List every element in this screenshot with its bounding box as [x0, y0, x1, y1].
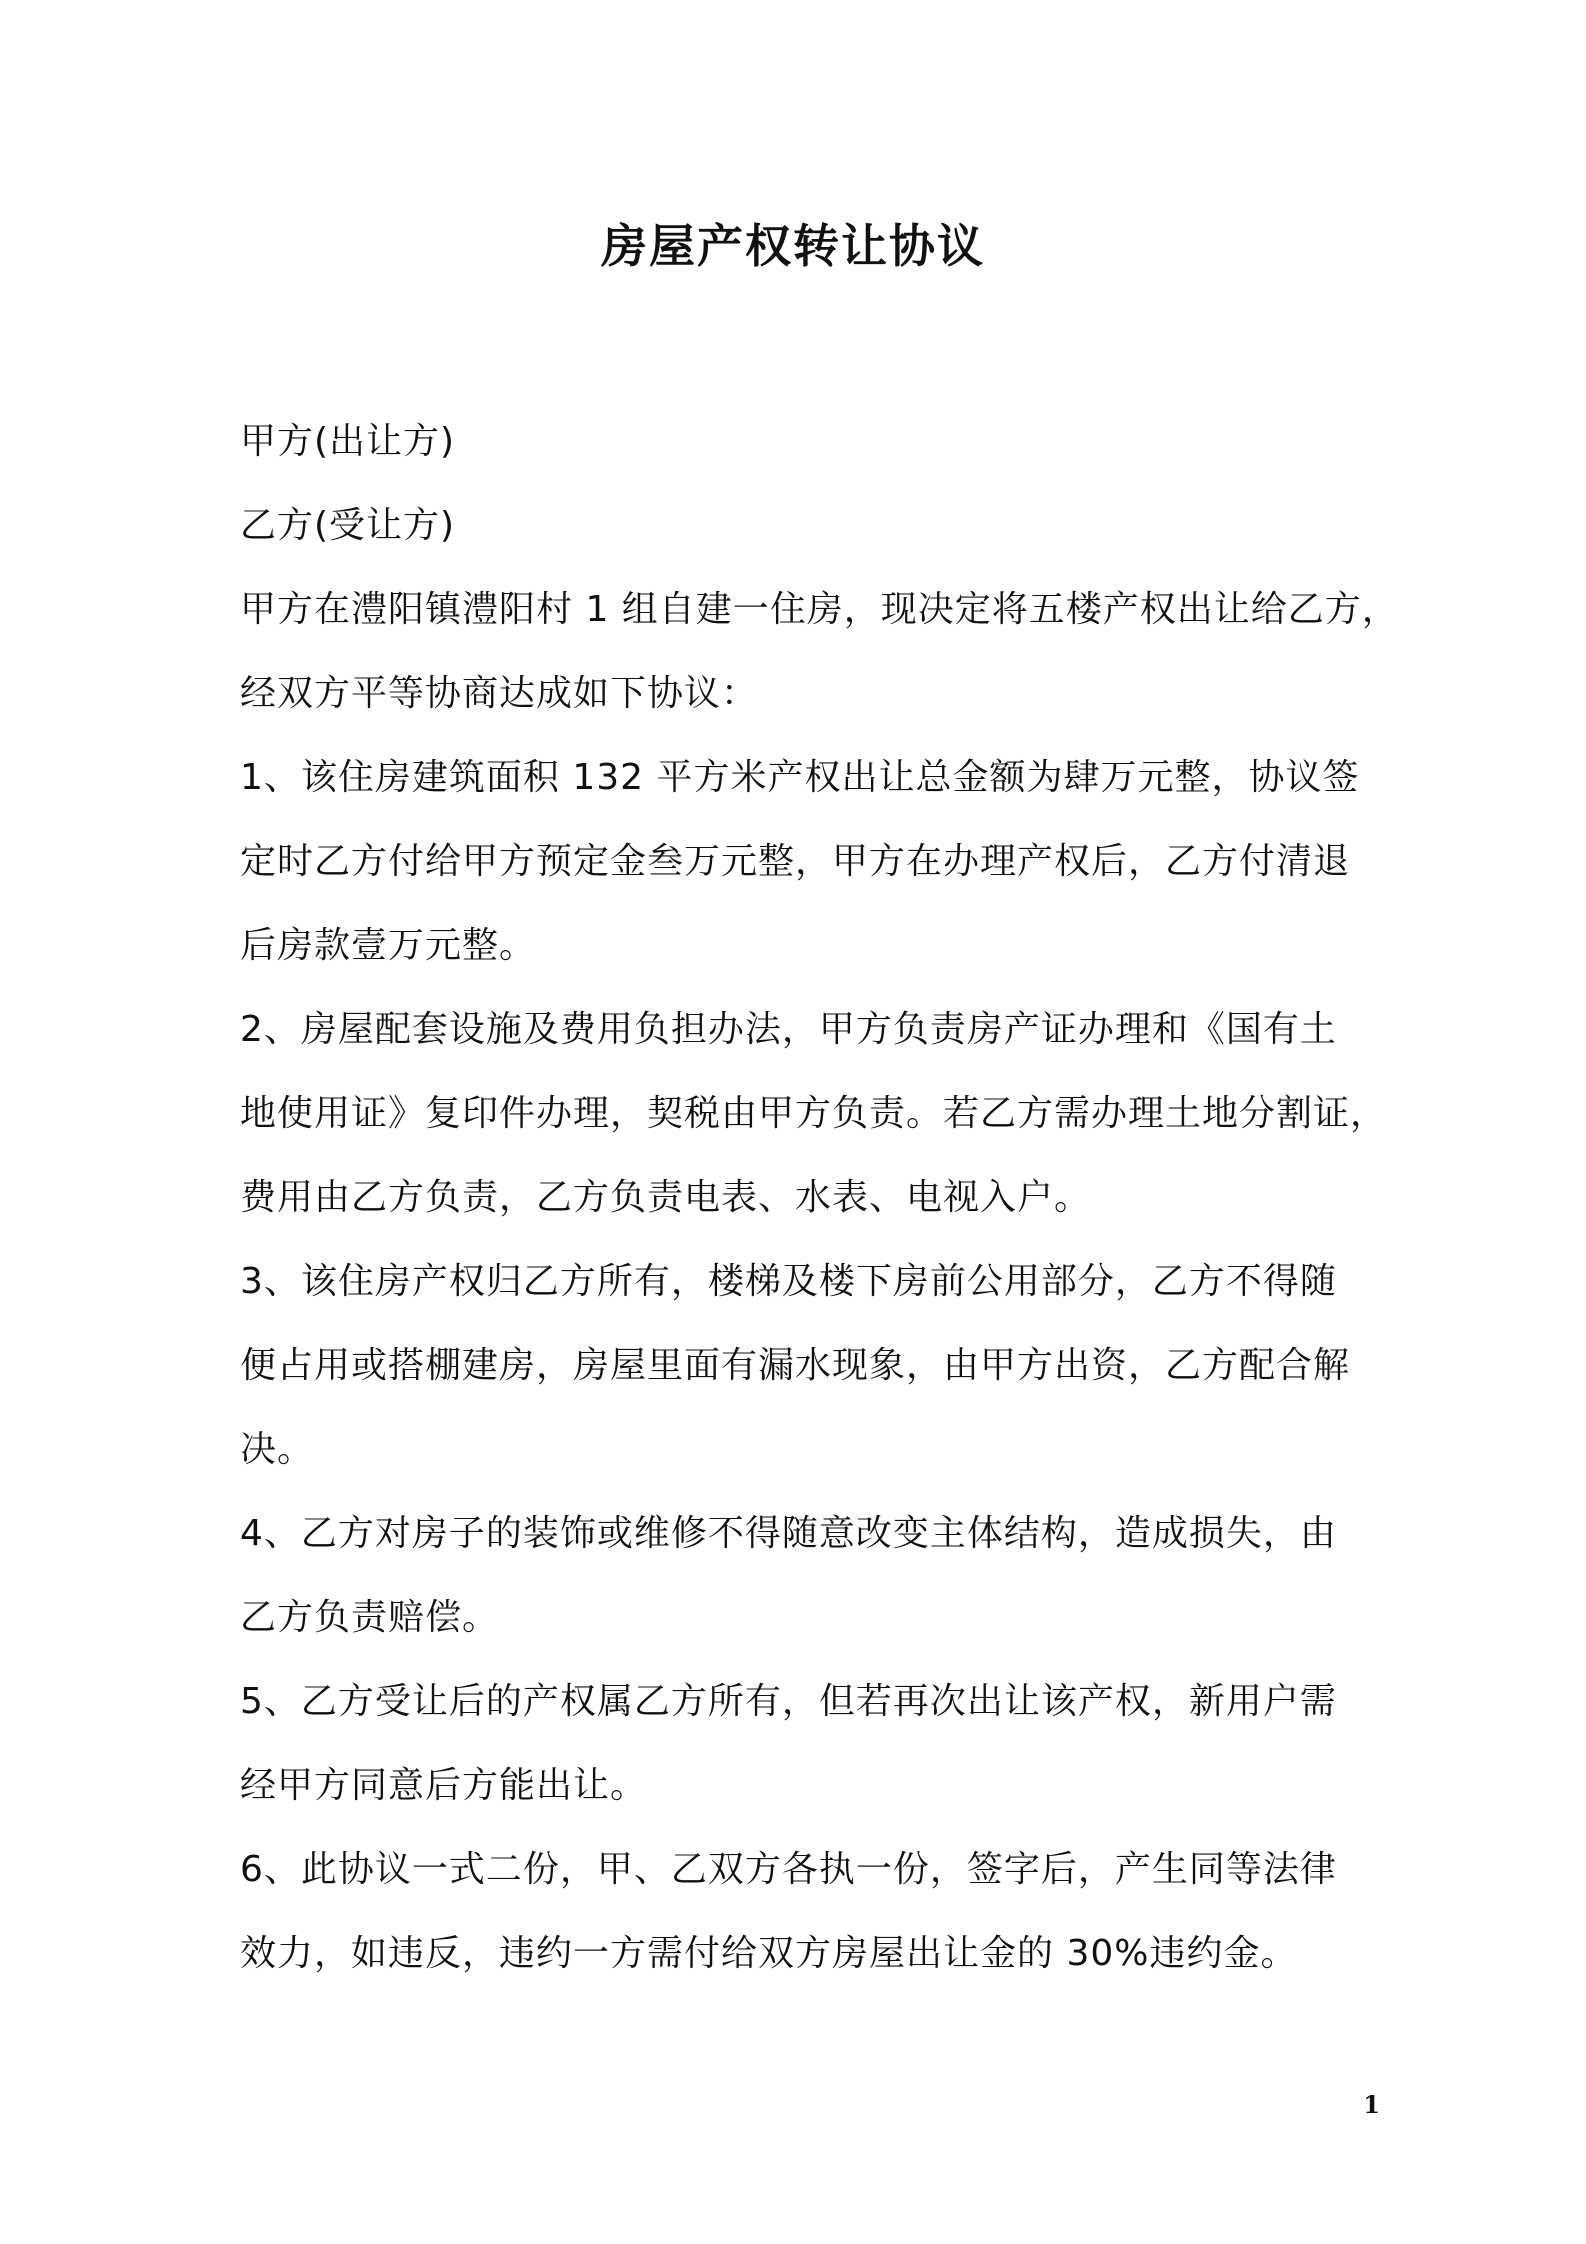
- document-title: 房屋产权转让协议: [601, 219, 985, 273]
- clause-6-line: 6、此协议一式二份，甲、乙双方各执一份，签字后，产生同等法律: [240, 1849, 1337, 1890]
- preamble-line: 甲方在澧阳镇澧阳村 1 组自建一住房，现决定将五楼产权出让给乙方，: [240, 589, 1399, 630]
- clause-3-line: 决。: [240, 1429, 315, 1470]
- party-a-line: 甲方(出让方): [240, 421, 456, 462]
- preamble-line: 经双方平等协商达成如下协议：: [240, 673, 759, 714]
- clause-2-line: 2、房屋配套设施及费用负担办法，甲方负责房产证办理和《国有土: [240, 1009, 1337, 1050]
- clause-3-line: 3、该住房产权归乙方所有，楼梯及楼下房前公用部分，乙方不得随: [240, 1261, 1337, 1302]
- clause-3-line: 便占用或搭棚建房，房屋里面有漏水现象，由甲方出资，乙方配合解: [240, 1345, 1351, 1386]
- clause-5-line: 5、乙方受让后的产权属乙方所有，但若再次出让该产权，新用户需: [240, 1681, 1337, 1722]
- party-b-line: 乙方(受让方): [240, 505, 456, 546]
- clause-1-line: 1、该住房建筑面积 132 平方米产权出让总金额为肆万元整，协议签: [240, 757, 1360, 798]
- clause-6-line: 效力，如违反，违约一方需付给双方房屋出让金的 30%违约金。: [240, 1933, 1298, 1974]
- clause-1-line: 定时乙方付给甲方预定金叁万元整，甲方在办理产权后，乙方付清退: [240, 841, 1351, 882]
- clause-4-line: 4、乙方对房子的装饰或维修不得随意改变主体结构，造成损失，由: [240, 1513, 1337, 1554]
- document-body: [240, 400, 1399, 1996]
- page-number: 1: [1363, 2090, 1380, 2119]
- clause-2-line: 地使用证》复印件办理，契税由甲方负责。若乙方需办理土地分割证，: [240, 1093, 1388, 1134]
- clause-4-line: 乙方负责赔偿。: [240, 1597, 500, 1638]
- clause-5-line: 经甲方同意后方能出让。: [240, 1765, 648, 1806]
- clause-2-line: 费用由乙方负责，乙方负责电表、水表、电视入户。: [240, 1177, 1092, 1218]
- clause-1-line: 后房款壹万元整。: [240, 925, 537, 966]
